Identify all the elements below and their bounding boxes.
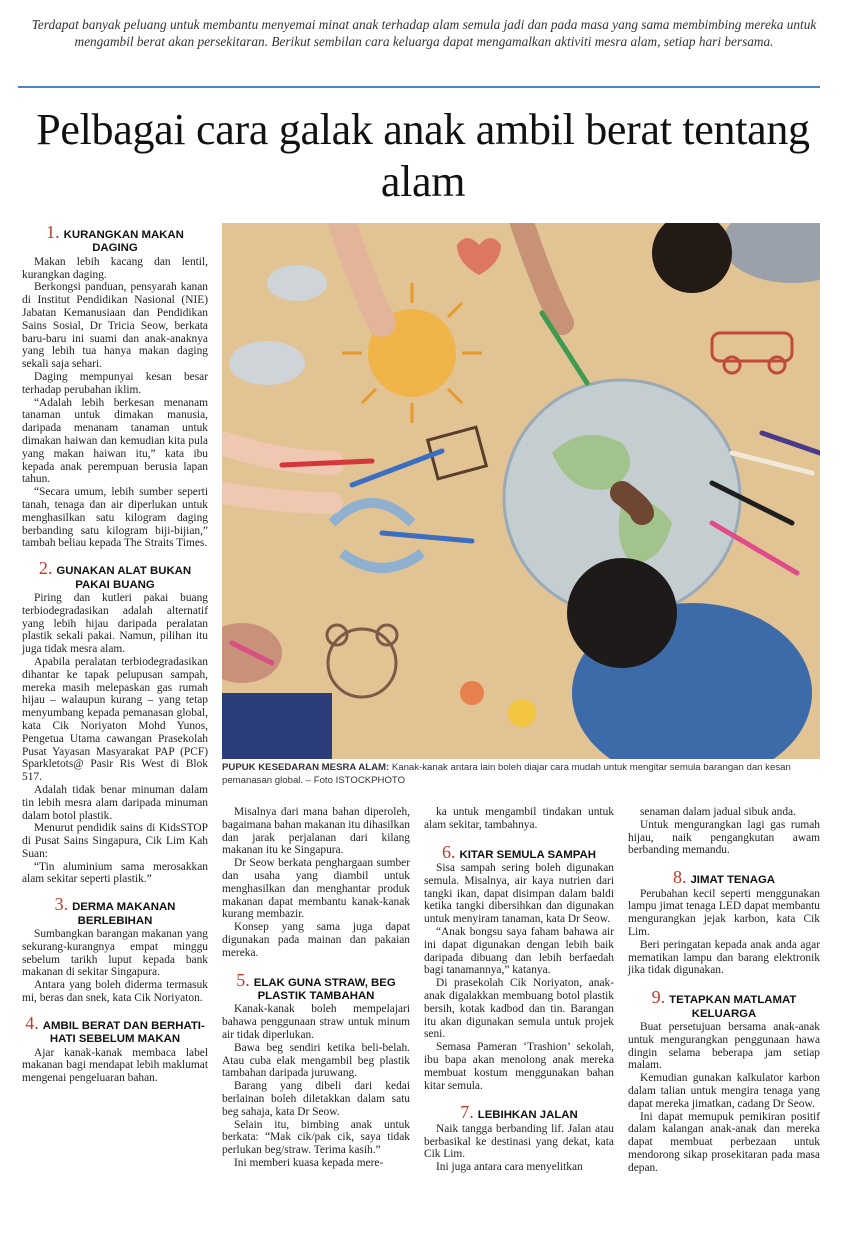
paragraph: Piring dan kutleri pakai buang terbiodegradasikan adalah alternatif yang lebih hijau daripada peralatan plastik sekali pakai. Namun, pilihan itu juga tidak mesra alam. (22, 591, 208, 656)
paragraph: Menurut pendidik sains di KidsSTOP di Pusat Sains Singapura, Cik Lim Kah Suan: (22, 822, 208, 860)
paragraph: Di prasekolah Cik Noriyaton, anak-anak digalakkan membuang botol plastik bersih, kotak kadbod dan tin. Barangan itu akan digunakan semula untuk projek seni. (424, 977, 614, 1041)
paragraph: Ini dapat memupuk pemikiran positif dalam kalangan anak-anak dan mereka dapat membuat perbezaan untuk mendorong sikap prosekitaran pada masa depan. (628, 1110, 820, 1174)
paragraph: Selain itu, bimbing anak untuk berkata: “Mak cik/pak cik, saya tidak perlukan beg/straw. Terima kasih.” (222, 1118, 410, 1157)
paragraph: Kemudian gunakan kalkulator karbon dalam talian untuk mengira tenaga yang dapat mereka jimatkan, cadang Dr Seow. (628, 1072, 820, 1110)
paragraph: Perubahan kecil seperti menggunakan lampu jimat tenaga LED dapat membantu mengurangkan jejak karbon, kata Cik Lim. (628, 887, 820, 938)
paragraph: Sisa sampah sering boleh digunakan semula. Misalnya, air kaya nutrien dari tangki ikan, dapat disimpan dalam baldi ketika tangki dibersihkan dan digunakan untuk menyiram tanaman, kata Dr Seow. (424, 862, 614, 926)
section-heading-9: 9. TETAPKAN MATLAMAT KELUARGA (651, 987, 797, 1020)
column-1 (22, 222, 208, 1085)
children-drawing-photo (222, 223, 820, 759)
paragraph: Semasa Pameran ‘Trashion’ sekolah, ibu bapa akan menolong anak mereka membuat kostum menggunakan bahan kitar semula. (424, 1041, 614, 1092)
paragraph: Dr Seow berkata penghargaan sumber dan usaha yang diambil untuk menghasilkan dan menghantar produk makanan dapat membantu kanak-kanak kurang membazir. (222, 857, 410, 921)
paragraph: Daging mempunyai kesan besar terhadap perubahan iklim. (22, 370, 208, 396)
section-heading-8: 8. JIMAT TENAGA (672, 867, 776, 888)
paragraph: Kanak-kanak boleh mempelajari bahawa penggunaan straw untuk minum air tidak diperlukan. (222, 1003, 410, 1041)
paragraph: Antara yang boleh diderma termasuk mi, beras dan snek, kata Cik Noriyaton. (22, 979, 208, 1005)
paragraph: Beri peringatan kepada anak anda agar mematikan lampu dan barang elektronik jika tidak digunakan. (628, 938, 820, 977)
paragraph: Ajar kanak-kanak membaca label makanan bagi mendapat lebih maklumat mengenai pengeluaran bahan. (22, 1046, 208, 1085)
paragraph: “Tin aluminium sama merosakkan alam sekitar seperti plastik.” (22, 860, 208, 886)
paragraph: Naik tangga berbanding lif. Jalan atau berbasikal ke destinasi yang dekat, kata Cik Lim. (424, 1122, 614, 1161)
paragraph: Apabila peralatan terbiodegradasikan dihantar ke tapak pelupusan sampah, mereka masih melepaskan gas rumah hijau – walaupun kurang – yang tetap menyumbang kepada pemanasan global, kata Cik Noriyaton Mohd Yunos, Pengetua Utama cawangan Prasekolah Pusat Yayasan Masyarakat PAP (PCF) Sparkletots@ Pasir Ris West di Blok 517. (22, 655, 208, 784)
page-title: Pelbagai cara galak anak ambil berat tentang alam (36, 105, 810, 206)
paragraph: Untuk mengurangkan lagi gas rumah hijau, naik pengangkutan awam berbanding memandu. (628, 818, 820, 857)
paragraph: Berkongsi panduan, pensyarah kanan di Institut Pendidikan Nasional (NIE) Jabatan Kemanusiaan dan Pendidikan Sains Sosial, Dr Tricia Seow, berkata baru-baru ini suami dan anak-anaknya yang lebih tua hanya makan daging sekali saja sehari. (22, 281, 208, 371)
paragraph: ka untuk mengambil tindakan untuk alam sekitar, tambahnya. (424, 806, 614, 831)
paragraph: “Adalah lebih berkesan menanam tanaman untuk dimakan manusia, daripada menanam tanaman untuk dimakan haiwan dan kemudian kita pula yang makan haiwan itu,” kata ibu kepada anak perempuan berusia lapan tahun. (22, 396, 208, 486)
section-heading-1: 1. KURANGKAN MAKAN DAGING (46, 222, 184, 255)
paragraph: “Anak bongsu saya faham bahawa air ini dapat digunakan dengan lebih baik daripada dibuang dan lebih berfaedah bagi tanamannya,” katanya. (424, 925, 614, 977)
column-2 (222, 806, 410, 1170)
column-4 (628, 806, 820, 1175)
top-rule (18, 86, 820, 88)
paragraph: Barang yang dibeli dari kedai berlainan boleh diletakkan dalam satu beg sahaja, kata Dr Seow. (222, 1080, 410, 1118)
intro-text: Terdapat banyak peluang untuk membantu menyemai minat anak terhadap alam semula jadi dan pada masa yang sama membimbing mereka untuk mengambil berat akan persekitaran. Berikut sembilan cara keluarga dapat mengamalkan aktiviti mesra alam, setiap hari bersama. (31, 17, 817, 49)
caption-text: Kanak-kanak antara lain boleh diajar cara mudah untuk mengitar semula barangan dan kesan pemanasan global. – Foto ISTOCKPHOTO (222, 762, 791, 786)
section-heading-5: 5. ELAK GUNA STRAW, BEG PLASTIK TAMBAHAN (236, 969, 396, 1002)
paragraph: Ini juga antara cara menyelitkan (436, 1161, 583, 1174)
paragraph: Bawa beg sendiri ketika beli-belah. Atau cuba elak mengambil beg plastik tambahan daripada juruwang. (222, 1041, 410, 1080)
section-heading-6: 6. KITAR SEMULA SAMPAH (442, 841, 596, 862)
paragraph: senaman dalam jadual sibuk anda. (640, 806, 796, 818)
section-heading-7: 7. LEBIHKAN JALAN (460, 1102, 578, 1123)
photo-caption (222, 761, 820, 787)
section-heading-4: 4. AMBIL BERAT DAN BERHATI-HATI SEBELUM MAKAN (25, 1012, 205, 1046)
section-heading-2: 2. GUNAKAN ALAT BUKAN PAKAI BUANG (38, 558, 192, 591)
caption-label: PUPUK KESEDARAN MESRA ALAM: (222, 762, 390, 773)
photo-illustration (222, 223, 820, 759)
paragraph: Ini memberi kuasa kepada mere- (234, 1156, 384, 1169)
paragraph: Adalah tidak benar minuman dalam tin lebih mesra alam daripada minuman dalam botol plastik. (22, 783, 208, 822)
paragraph: “Secara umum, lebih sumber seperti tanah, tenaga dan air diperlukan untuk menghasilkan satu kilogram daging berbanding satu kilogram biji-bijian,” tambah beliau kepada The Straits Times. (22, 486, 208, 550)
paragraph: Buat persetujuan bersama anak-anak untuk mengurangkan penggunaan hawa dingin selama beberapa jam setiap malam. (628, 1020, 820, 1072)
column-3 (424, 806, 614, 1174)
paragraph: Makan lebih kacang dan lentil, kurangkan daging. (22, 255, 208, 281)
paragraph: Sumbangkan barangan makanan yang sekurang-kurangnya empat minggu sebelum tarikh luput kepada bank makanan di sekitar Singapura. (22, 928, 208, 979)
paragraph: Misalnya dari mana bahan diperoleh, bagaimana bahan makanan itu dihasilkan dan jarak perjalanan dari kilang makanan itu ke Singapura. (222, 806, 410, 857)
paragraph: Konsep yang sama juga dapat digunakan pada mainan dan pakaian mereka. (222, 921, 410, 959)
section-heading-3: 3. DERMA MAKANAN BERLEBIHAN (54, 894, 176, 927)
